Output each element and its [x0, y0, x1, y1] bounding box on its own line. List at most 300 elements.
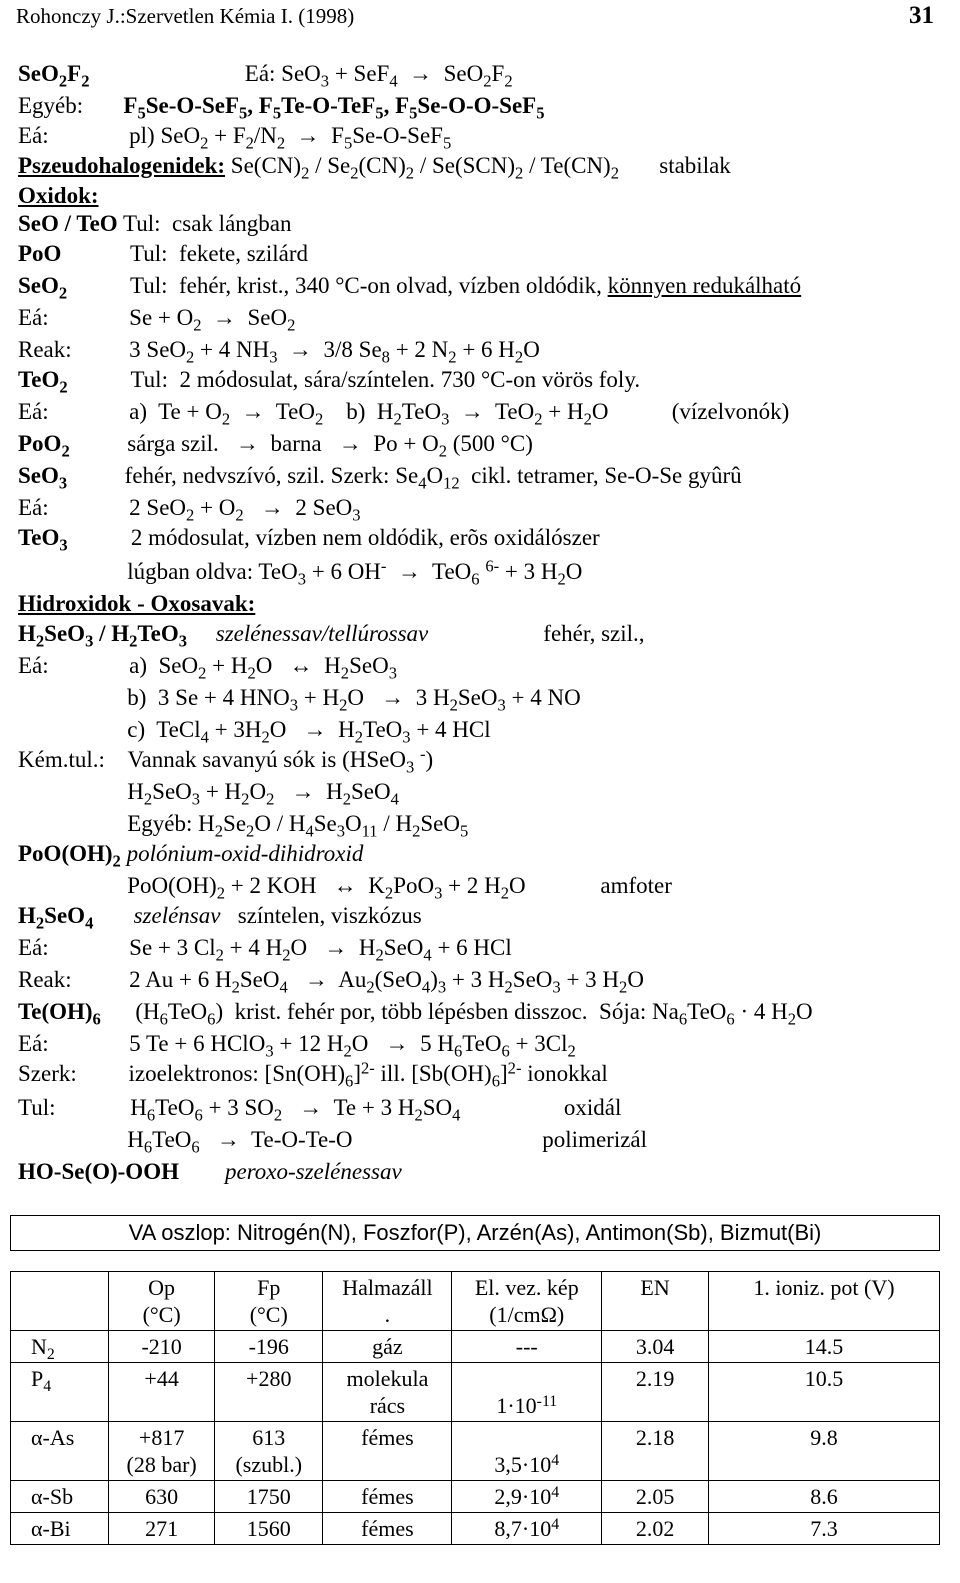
melting-point — [109, 1481, 215, 1513]
text-line — [18, 152, 731, 183]
text-run: 3 — [352, 505, 361, 525]
text-run: + 6 OH — [305, 559, 381, 584]
text-run: 5 — [459, 821, 469, 841]
text-run: 2 — [35, 631, 45, 651]
text-run: O ↔ H — [255, 653, 341, 678]
header-line-1: El. vez. kép — [474, 1275, 579, 1300]
text-run: → F — [285, 123, 344, 148]
text-run: O amfoter — [509, 873, 672, 898]
text-run: Reak: 3 SeO — [18, 337, 187, 362]
text-run: 4 — [389, 71, 398, 91]
text-run: + 4 HCl — [410, 717, 491, 742]
text-run: Eá: Se + O — [18, 305, 194, 330]
text-run: Kém.tul.: Vannak savanyú sók is (HSeO — [18, 747, 406, 772]
text-run: PoO(OH) — [18, 873, 217, 898]
conductivity-exponent: 4 — [551, 1451, 560, 1469]
text-run: 2 — [515, 163, 524, 183]
column-header — [109, 1272, 215, 1331]
melting-point-note: (28 bar) — [126, 1452, 197, 1477]
header-line-2: (°C) — [249, 1302, 288, 1327]
element-symbol: P — [31, 1366, 44, 1391]
text-run: 4 — [423, 945, 432, 965]
column-header — [215, 1272, 323, 1331]
conductivity-base: 8,7·10 — [494, 1516, 552, 1541]
text-run: cikl. tetramer, Se-O-Se gyûrû — [459, 463, 742, 488]
text-line — [18, 1094, 622, 1125]
text-run: 6 — [146, 1105, 156, 1125]
element-subscript: 2 — [46, 1346, 55, 1364]
conductivity-exponent: -11 — [536, 1392, 558, 1410]
text-run: Se(CN) — [225, 153, 302, 178]
text-run: O → H — [290, 935, 376, 960]
text-run: + 12 H — [273, 1031, 344, 1056]
text-run: stabilak — [619, 153, 731, 178]
text-run: színtelen, viszkózus — [220, 903, 422, 928]
text-run: - — [380, 556, 387, 576]
text-line — [18, 1058, 608, 1091]
text-run — [187, 621, 216, 646]
text-run: + H — [206, 653, 248, 678]
text-run: 6 — [345, 1071, 354, 1091]
state-of-matter-note: rács — [369, 1393, 406, 1418]
text-run: + O — [194, 495, 236, 520]
text-run: 5 — [272, 103, 282, 123]
text-run: 3 — [320, 71, 330, 91]
text-run: → Au — [287, 967, 367, 992]
text-line — [18, 840, 364, 871]
text-run: 12 — [443, 473, 460, 493]
text-run: 3 — [191, 789, 201, 809]
text-run: TeO — [18, 525, 60, 550]
text-run: → H — [274, 779, 343, 804]
text-run: 2 — [412, 821, 421, 841]
text-run: TeO — [18, 367, 60, 392]
text-run: Se-O-O-SeF — [417, 93, 537, 118]
text-line — [18, 556, 583, 589]
text-run: 6 — [471, 569, 480, 589]
electronegativity — [602, 1513, 709, 1545]
state-of-matter-value: fémes — [361, 1516, 414, 1541]
text-run: 3 — [336, 821, 346, 841]
electronegativity — [602, 1481, 709, 1513]
text-run: + 4 NO — [505, 685, 581, 710]
boiling-point-value: 1750 — [246, 1484, 291, 1509]
text-run: 6 — [491, 1071, 500, 1091]
text-run: O — [796, 999, 813, 1024]
text-run: Tul: csak lángban — [117, 211, 292, 236]
electronegativity-value: 2.05 — [635, 1484, 675, 1509]
text-run: O → 3 H — [347, 685, 450, 710]
text-run: Egyéb: — [18, 93, 124, 118]
electronegativity-value: 3.04 — [635, 1334, 675, 1359]
text-run: TeO — [687, 999, 727, 1024]
text-run: (H — [100, 999, 160, 1024]
boiling-point — [215, 1513, 323, 1545]
conductivity — [452, 1481, 602, 1513]
text-run: + H — [200, 779, 242, 804]
text-run: 3 — [289, 695, 298, 715]
text-run: 2 — [567, 1041, 576, 1061]
boiling-point — [215, 1481, 323, 1513]
text-run: 6 — [92, 1009, 101, 1029]
text-run: 2 — [215, 945, 224, 965]
text-run: ) krist. fehér por, több lépésben disszoc. Sója: Na — [215, 999, 679, 1024]
ionization-potential — [708, 1422, 939, 1481]
text-run: 2 — [354, 727, 364, 747]
state-of-matter-value: molekula — [346, 1366, 429, 1391]
header-line-1: EN — [640, 1275, 670, 1300]
text-run: 2 — [129, 631, 138, 651]
text-run: 3 — [59, 535, 68, 555]
header-line-2: (1/cmΩ) — [489, 1302, 565, 1327]
page-number: 31 — [909, 2, 934, 29]
boiling-point — [215, 1422, 323, 1481]
text-run: O — [627, 967, 644, 992]
text-run: 2 — [193, 315, 202, 335]
column-header — [602, 1272, 709, 1331]
element-label — [11, 1331, 109, 1363]
text-run: O → H — [269, 717, 355, 742]
conductivity-exponent: 4 — [551, 1515, 560, 1533]
conductivity — [452, 1422, 602, 1481]
table-row — [11, 1363, 940, 1422]
element-symbol: α-As — [31, 1425, 75, 1450]
electronegativity — [602, 1422, 709, 1481]
header-line-2 — [606, 1301, 704, 1328]
melting-point-value: 271 — [145, 1516, 179, 1541]
text-run: → TeO — [449, 399, 535, 424]
text-line — [18, 336, 540, 367]
text-run: 2 — [58, 71, 68, 91]
text-run: 3 — [297, 569, 306, 589]
element-symbol: N — [31, 1334, 47, 1359]
text-run: (CN) — [358, 153, 406, 178]
text-run: 3 — [265, 1041, 274, 1061]
text-run: 2 — [58, 283, 68, 303]
text-line — [18, 744, 434, 777]
text-run: / Te(CN) — [523, 153, 611, 178]
ionization-potential — [708, 1513, 939, 1545]
conductivity-exponent: 4 — [551, 1483, 560, 1501]
melting-point-value: +817 — [138, 1425, 185, 1450]
ionization-potential-value: 14.5 — [804, 1334, 844, 1359]
text-run: Se-O-SeF — [145, 93, 240, 118]
text-run: 4 — [452, 1105, 461, 1125]
text-run: SeO — [512, 967, 553, 992]
text-run: 2 — [449, 695, 458, 715]
melting-point — [109, 1331, 215, 1363]
text-run: H — [18, 1127, 144, 1152]
text-run: 2 — [35, 913, 45, 933]
text-run: → 2 SeO — [243, 495, 353, 520]
text-run: Pszeudohalogenidek: — [18, 153, 226, 178]
text-line — [18, 998, 813, 1029]
text-line — [18, 620, 645, 651]
element-label — [11, 1422, 109, 1481]
text-run: könnyen redukálható — [607, 273, 802, 298]
element-label — [11, 1513, 109, 1545]
text-run: 2 — [483, 71, 492, 91]
text-run: Se-O-SeF — [352, 123, 443, 148]
text-run: Eá: 2 SeO — [18, 495, 187, 520]
text-run: 6 — [194, 1105, 203, 1125]
text-run: 2 — [81, 71, 90, 91]
text-run: lúgban oldva: TeO — [18, 559, 298, 584]
text-run: + 2 N — [389, 337, 449, 362]
text-run: + 3 SO — [202, 1095, 274, 1120]
text-run: 2 — [448, 347, 457, 367]
text-run: 2 — [198, 663, 207, 683]
text-run: 5 — [409, 103, 418, 123]
text-line — [18, 398, 790, 429]
text-run: 4 — [305, 821, 314, 841]
conductivity — [452, 1513, 602, 1545]
text-run: + 6 H — [456, 337, 515, 362]
text-run: 6 — [191, 1137, 200, 1157]
text-run: 3 — [388, 663, 397, 683]
text-run: Tul: H — [18, 1095, 147, 1120]
text-run: TeO — [363, 717, 403, 742]
text-run: + 4 H — [223, 935, 283, 960]
text-run: 3 — [437, 977, 447, 997]
text-run: 5 — [239, 103, 248, 123]
text-run: + SeF — [329, 61, 390, 86]
text-run: ] — [500, 1061, 508, 1086]
state-of-matter — [323, 1363, 452, 1422]
text-run: ionokkal — [521, 1061, 608, 1086]
text-run: 6 — [207, 1009, 216, 1029]
text-run: 2 — [366, 977, 375, 997]
table-row — [11, 1422, 940, 1481]
text-run: Szerk: izoelektronos: [Sn(OH) — [18, 1061, 346, 1086]
text-run: 3 — [269, 347, 278, 367]
text-run: → Te + 3 H — [282, 1095, 415, 1120]
text-run: / Se(SCN) — [414, 153, 516, 178]
text-run: 2 — [301, 163, 310, 183]
text-run: TeO — [137, 621, 179, 646]
text-run — [179, 1159, 225, 1184]
text-line — [18, 652, 397, 683]
text-run: 6 — [678, 1009, 688, 1029]
text-run: Hidroxidok - Oxosavak: — [18, 591, 256, 616]
text-run: O → 5 H — [351, 1031, 454, 1056]
text-run: SeO — [239, 967, 280, 992]
text-run: SeO — [18, 273, 59, 298]
group-heading-box: VA oszlop: Nitrogén(N), Foszfor(P), Arzén(As), Antimon(Sb), Bizmut(Bi) — [10, 1215, 940, 1251]
text-line — [18, 934, 512, 965]
melting-point-value: 630 — [145, 1484, 179, 1509]
text-run: 2 — [261, 727, 270, 747]
text-run: 2 — [339, 695, 348, 715]
text-run: O — [249, 779, 267, 804]
ionization-potential-value: 8.6 — [810, 1484, 838, 1509]
text-run: Eá: a) SeO — [18, 653, 199, 678]
text-run: SeO — [18, 463, 59, 488]
text-line — [18, 716, 491, 747]
text-run: ill. [Sb(OH) — [374, 1061, 492, 1086]
boiling-point-value: -196 — [248, 1334, 289, 1359]
text-run: ) — [425, 747, 434, 772]
text-line — [18, 304, 296, 335]
text-run: O (vízelvonók) — [591, 399, 790, 424]
text-run: 8 — [381, 347, 390, 367]
text-run: TeO — [462, 1031, 502, 1056]
text-run: 2 — [221, 409, 231, 429]
text-run: 4 — [421, 977, 431, 997]
text-line — [18, 462, 742, 493]
header-line-1: Op — [148, 1275, 176, 1300]
text-run: 2 — [393, 409, 402, 429]
text-run: 6 — [453, 1041, 463, 1061]
text-run: Eá: a) Te + O — [18, 399, 222, 424]
state-of-matter-value: gáz — [372, 1334, 403, 1359]
text-run: 2 — [414, 1105, 423, 1125]
text-run: SeO / TeO — [18, 211, 118, 236]
text-run: oxidál — [460, 1095, 622, 1120]
boiling-point-value: 613 — [252, 1425, 286, 1450]
text-line — [18, 1158, 402, 1186]
column-header — [323, 1272, 452, 1331]
text-run: TeO — [155, 1095, 195, 1120]
text-run: 4 — [85, 913, 94, 933]
state-of-matter — [323, 1481, 452, 1513]
text-run: 2 — [112, 851, 121, 871]
text-run: 2 — [583, 409, 592, 429]
ionization-potential-value: 7.3 — [810, 1516, 838, 1541]
text-run: 2 — [247, 663, 256, 683]
text-run: 2 — [350, 163, 359, 183]
text-run: 2 — [619, 977, 628, 997]
text-run: + 2 H — [442, 873, 501, 898]
text-run: 2 — [241, 789, 250, 809]
text-run: 3 — [497, 695, 506, 715]
table-row — [11, 1331, 940, 1363]
text-run: 6 — [143, 1137, 153, 1157]
text-run: ] — [353, 1061, 361, 1086]
text-run: / Se — [309, 153, 351, 178]
text-run: + 3 H — [499, 559, 558, 584]
text-line — [18, 590, 255, 618]
text-run: 2 — [186, 347, 195, 367]
text-run: 6 — [159, 1009, 168, 1029]
text-run: Egyéb: H — [18, 811, 215, 836]
boiling-point — [215, 1363, 323, 1422]
header-line-2: (°C) — [142, 1302, 181, 1327]
text-run: Tul: fehér, krist., 340 °C-on olvad, vízben oldódik, — [67, 273, 608, 298]
text-run: O — [345, 811, 362, 836]
text-run: TeO — [401, 399, 442, 424]
text-run: 5 — [536, 103, 545, 123]
element-symbol: α-Bi — [31, 1516, 71, 1541]
table-header-row — [11, 1272, 940, 1331]
text-run: 3 — [405, 757, 415, 777]
element-label — [11, 1481, 109, 1513]
text-run: 2 — [276, 133, 286, 153]
text-run: 3 — [402, 727, 411, 747]
text-run: peroxo-szelénessav — [224, 1159, 402, 1184]
text-run: SeO — [457, 685, 498, 710]
text-run: Te-O-TeF — [281, 93, 376, 118]
boiling-point-note: (szubl.) — [235, 1452, 303, 1477]
text-run: c) TeCl — [18, 717, 201, 742]
text-line — [18, 966, 644, 997]
melting-point-value: -210 — [141, 1334, 182, 1359]
text-run: ) — [430, 967, 438, 992]
element-label — [11, 1363, 109, 1422]
text-run: → 3/8 Se — [277, 337, 382, 362]
text-run: 4 — [418, 473, 427, 493]
text-run: 5 — [442, 133, 452, 153]
text-run: · 4 H — [734, 999, 788, 1024]
text-run: 5 — [137, 103, 146, 123]
text-run: 2 — [143, 789, 153, 809]
text-line — [18, 240, 308, 268]
boiling-point-value: 1560 — [246, 1516, 291, 1541]
text-run: 2 — [59, 377, 68, 397]
text-run: 2 — [610, 163, 619, 183]
text-run: 2 — [287, 315, 296, 335]
text-run: H — [18, 621, 36, 646]
text-run: → TeO — [230, 399, 315, 424]
text-run: O — [426, 463, 444, 488]
text-line — [18, 122, 452, 153]
text-run: → SeO — [397, 61, 484, 86]
text-run: fehér, szil., — [428, 621, 645, 646]
text-run: 2- — [361, 1058, 375, 1078]
text-run: SeO — [420, 811, 460, 836]
text-run: SeO — [383, 935, 424, 960]
state-of-matter — [323, 1331, 452, 1363]
text-run: 2 — [266, 789, 275, 809]
electronegativity — [602, 1363, 709, 1422]
melting-point — [109, 1513, 215, 1545]
text-run: 11 — [361, 821, 378, 841]
text-run: 2 — [405, 163, 415, 183]
text-run: + 3H — [208, 717, 262, 742]
text-run: PoO — [18, 431, 62, 456]
text-line — [18, 810, 469, 841]
text-run: PoO — [393, 873, 435, 898]
text-line — [18, 684, 581, 715]
ionization-potential — [708, 1331, 939, 1363]
text-run: Se — [223, 811, 247, 836]
melting-point-value: +44 — [144, 1366, 179, 1391]
text-run: Se — [313, 811, 337, 836]
text-run: TeO — [167, 999, 208, 1024]
state-of-matter — [323, 1513, 452, 1545]
text-run: H — [18, 779, 144, 804]
text-run: SeO — [44, 621, 86, 646]
text-line — [18, 92, 545, 123]
text-run: + 2 KOH ↔ K — [224, 873, 385, 898]
text-run: SeO — [349, 653, 389, 678]
text-run: 3 — [552, 977, 561, 997]
text-run: / H — [377, 811, 413, 836]
text-run: → Te-O-Te-O polimerizál — [199, 1127, 648, 1152]
text-run: F — [67, 61, 82, 86]
text-line — [18, 494, 361, 525]
text-run: 3 — [58, 473, 68, 493]
text-run: Te(OH) — [18, 999, 93, 1024]
text-run: Eá: pl) SeO — [18, 123, 201, 148]
text-run: + F — [208, 123, 246, 148]
text-run: + 3 H — [560, 967, 620, 992]
text-run: SeO — [18, 61, 59, 86]
text-run: O — [565, 559, 583, 584]
text-run: SeO — [44, 903, 86, 928]
text-line — [18, 366, 641, 397]
text-run: 6- — [485, 556, 500, 576]
